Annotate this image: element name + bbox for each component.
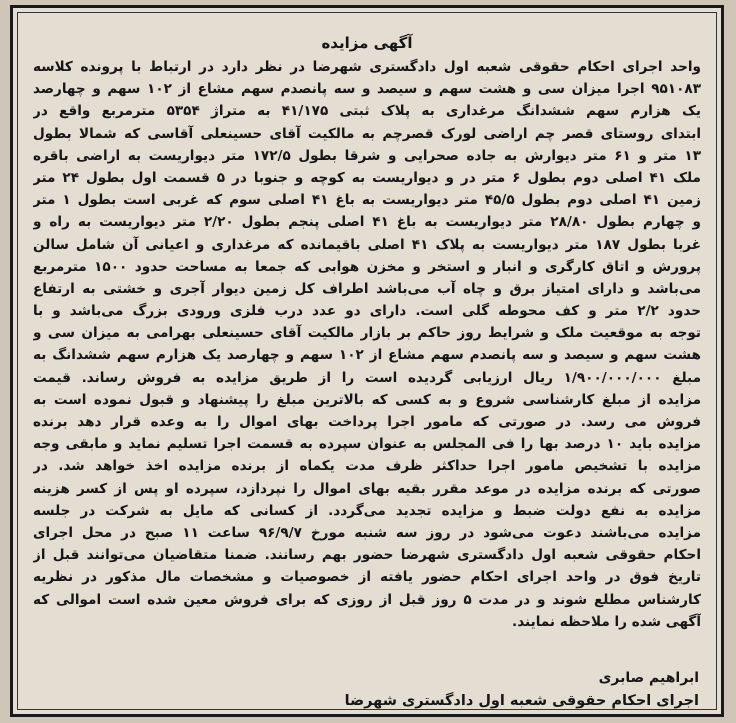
signatory-name: ابراهیم صابری — [598, 670, 699, 686]
notice-body-line: هشت سهم و سیصد و سه پانصدم سهم مشاع از ۱۰۲ سهم و چهارصد یک هزارم سهم ششدانگ به — [33, 347, 701, 364]
notice-body-line: زمین ۴۱ اصلی دوم بطول ۴۵/۵ متر دیواریست به باغ ۴۱ اصلی سوم که غربی است بطول ۱ متر — [33, 192, 701, 209]
notice-body-line: ۹۵۱۰۸۳ اجرا میزان سی و هشت سهم و سیصد و سه پانصدم سهم مشاع از ۱۰۲ سهم و چهارصد — [33, 81, 701, 98]
notice-body-line: غربا بطول ۱۸۷ متر دیواریست به پلاک ۴۱ اصلی باقیمانده که مرغداری و اعیانی آن شامل سالن — [33, 236, 701, 253]
notice-body-line: تاریخ فوق در واحد اجرای احکام حضور یافته از خصوصیات و مشخصات مال مذکور در نظریه — [33, 569, 701, 586]
notice-body-line: مزایده باید ۱۰ درصد بها را فی المجلس به عنوان سپرده به قسمت اجرا تسلیم نماید و مابقی وجه — [33, 436, 701, 453]
signatory-organization: اجرای احکام حقوقی شعبه اول دادگستری شهرضا — [344, 693, 699, 709]
notice-body-line: احکام حقوقی شعبه اول دادگستری شهرضا حضور بهم رسانند. ضمنا متقاضیان می‌توانند قبل از — [33, 547, 701, 564]
notice-body-line: می‌باشد و دارای امتیاز برق و چاه آب می‌باشد اطراف کل زمین دیوار آجری و خشتی به ارتفاع — [33, 280, 701, 297]
notice-clipping — [10, 5, 724, 717]
notice-body-line: کارشناس مطلع شوند و در مدت ۵ روز قبل از روزی که برای فروش معین شده است اموالی که — [33, 591, 701, 608]
notice-body — [33, 56, 701, 633]
notice-body-line: فروش می رسد. در صورتی که مامور اجرا پرداخت بهای اموال را به وعده قرار دهد برنده — [33, 414, 701, 430]
notice-title: آگهی مزایده — [321, 34, 413, 52]
notice-body-line: ۱۳ متر و ۶۱ متر دیوارش به جاده صحرایی و شرقا بطول ۱۷۲/۵ متر دیواریست به اراضی باقره — [33, 147, 701, 164]
notice-body-line: ابتدای روستای قصر چم اراضی لورک قصرچم به مالکیت آقای حسینعلی آقاسی که شمالا بطول — [33, 125, 701, 142]
notice-body-line: مبلغ ۱/۹۰۰/۰۰۰/۰۰۰ ریال ارزیابی گردیده است را از طریق مزایده به فروش رساند. قیمت — [33, 369, 701, 386]
notice-body-line: مزایده از مبلغ کارشناسی شروع و به کسی که بالاترین مبلغ را پیشنهاد و قبول نموده است به — [33, 391, 701, 408]
notice-body-line: ملک ۴۱ اصلی دوم بطول ۶ متر در و دیواریست به کوچه و جنوبا در ۵ قسمت اول بطول ۲۴ متر — [33, 169, 701, 186]
notice-body-line: مزایده می‌باشند دعوت می‌شود در روز سه شنبه مورخ ۹۶/۹/۷ ساعت ۱۱ صبح در محل اجرای — [33, 524, 701, 541]
notice-body-line: صورتی که برنده مزایده در موعد مقرر بقیه بهای اموال را نپردازد، سپرده او پس از کسر هزینه — [33, 480, 701, 497]
notice-body-line: واحد اجرای احکام حقوقی شعبه اول دادگستری شهرضا در نظر دارد در ارتباط با پرونده کلاسه — [33, 59, 701, 75]
notice-body-line: و چهارم بطول ۲۸/۸۰ متر دیواریست به باغ ۴۱ اصلی پنجم بطول ۲/۲۰ متر دیواریست به راه و — [33, 214, 701, 231]
notice-body-line: توجه به موقعیت ملک و شرایط روز حاکم بر بازار مالکیت آقای حسینعلی بهرامی به میزان سی و — [33, 325, 701, 342]
notice-body-line: مزایده با تشخیص مامور اجرا حداکثر ظرف مدت یکماه از برنده مزایده اخذ خواهد شد. در — [33, 458, 701, 475]
notice-body-line: مزایده به نفع دولت ضبط و مزایده تجدید می‌گردد. از کسانی که مایل به شرکت در جلسه — [33, 502, 701, 519]
notice-body-line: یک هزارم سهم ششدانگ مرغداری به پلاک ثبتی ۴۱/۱۷۵ به متراژ ۵۳۵۴ مترمربع واقع در — [33, 103, 701, 120]
notice-body-line: حدود ۲/۲ متر و کف محوطه گلی است. دارای دو عدد درب فلزی ورودی بزرگ می‌باشد و با — [33, 303, 701, 320]
notice-body-line: آگهی شده را ملاحظه نمایند. — [512, 613, 701, 630]
notice-body-line: پرورش و اتاق کارگری و انبار و استخر و مخزن هوابی که جمعا به مساحت حدود ۱۵۰۰ مترمربع — [33, 258, 701, 275]
